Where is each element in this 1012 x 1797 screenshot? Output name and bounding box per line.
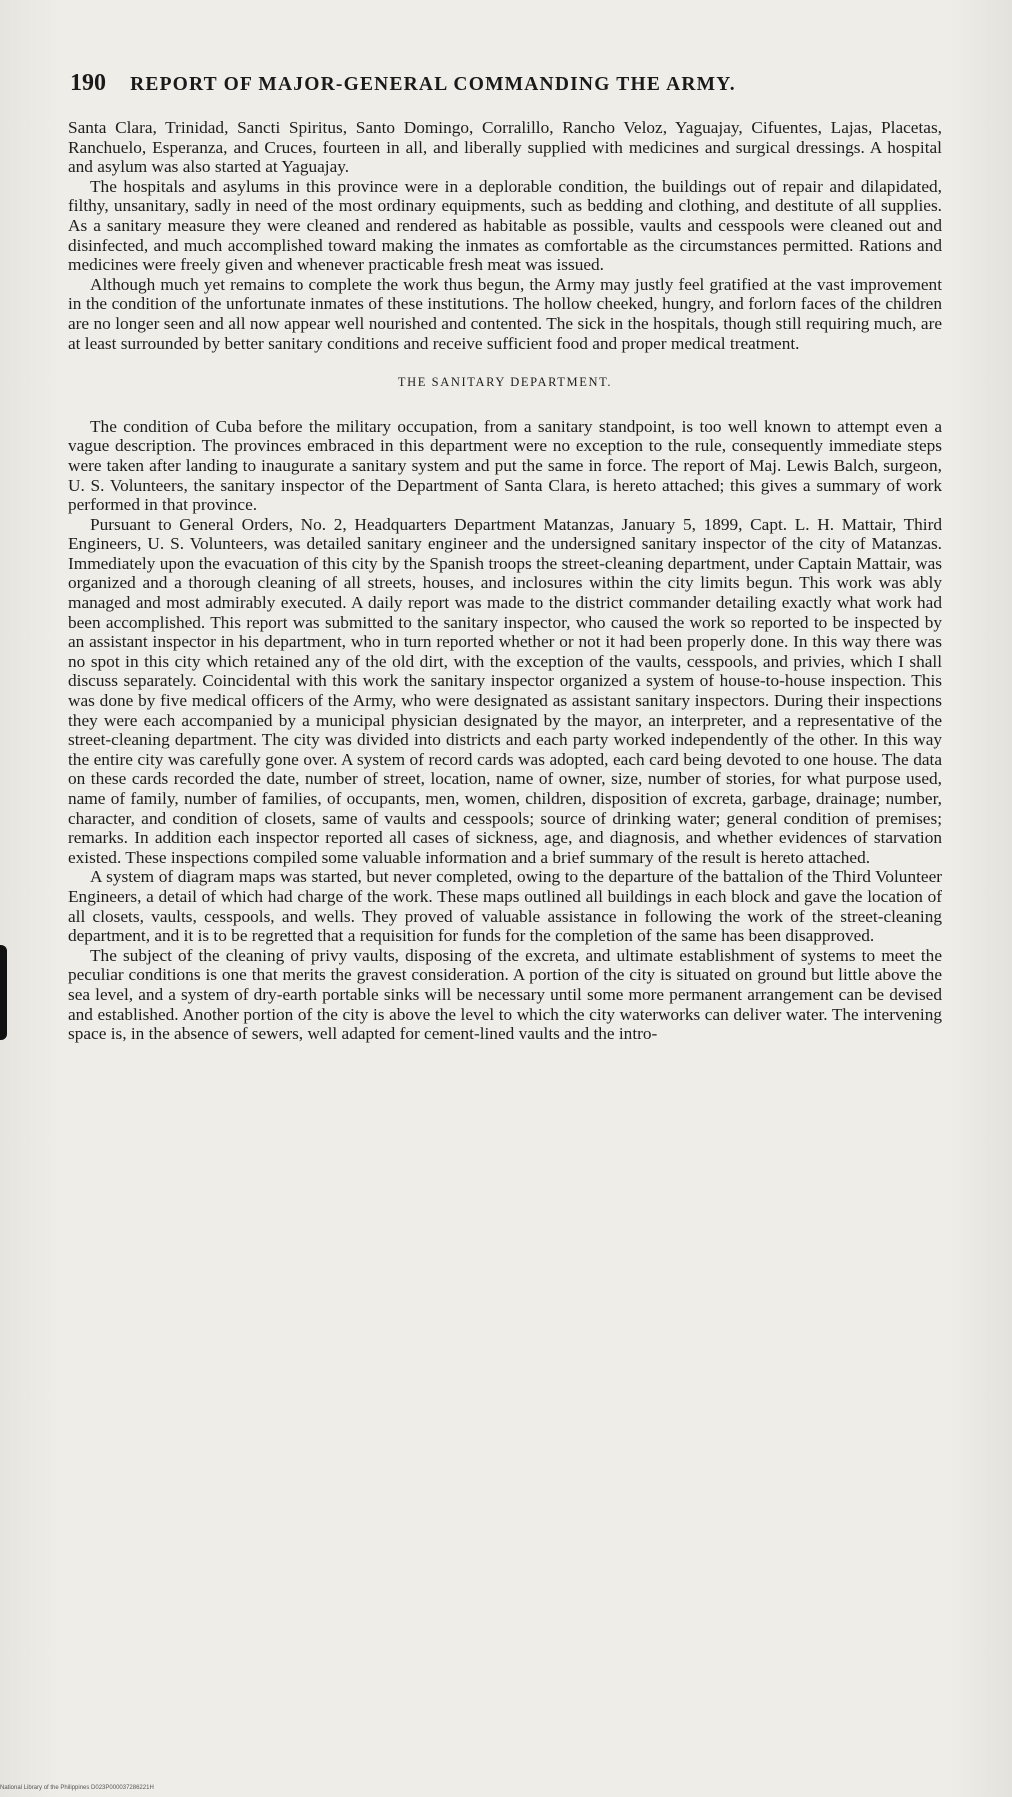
running-header [70, 70, 930, 96]
page-number: 190 [70, 70, 106, 96]
scan-credit: National Library of the Philippines D023P000037286221H [0, 1785, 154, 1791]
running-title: REPORT OF MAJOR-GENERAL COMMANDING THE ARMY. [130, 74, 736, 95]
section-heading: THE SANITARY DEPARTMENT. [397, 375, 613, 390]
paragraph: Santa Clara, Trinidad, Sancti Spiritus, Santo Domingo, Corralillo, Rancho Veloz, Yaguajay, Cifuentes, Lajas, Placetas, Ranchuelo, Esperanza, and Cruces, fourteen in all, and liberally supplied with medicines and surgical dressings. A hospital and asylum was also started at Yaguajay. [68, 118, 942, 177]
binding-shadow [0, 945, 7, 1040]
paragraph: The condition of Cuba before the military occupation, from a sanitary standpoint, is too well known to attempt even a vague description. The provinces embraced in this department were no exception to the rule, consequently immediate steps were taken after landing to inaugurate a sanitary system and put the same in force. The report of Maj. Lewis Balch, surgeon, U. S. Volunteers, the sanitary inspector of the Department of Santa Clara, is hereto attached; this gives a summary of work performed in that province. [68, 416, 942, 515]
paragraph: The hospitals and asylums in this province were in a deplorable condition, the buildings out of repair and dilapidated, filthy, unsanitary, sadly in need of the most ordinary equipments, such as bedding and clothing, and destitute of all supplies. As a sanitary measure they were cleaned and rendered as habitable as possible, vaults and cesspools were cleaned out and disinfected, and much accomplished toward making the inmates as comfortable as the circumstances permitted. Rations and medicines were freely given and whenever practicable fresh meat was issued. [68, 176, 942, 275]
paragraph: A system of diagram maps was started, but never completed, owing to the departure of the battalion of the Third Volunteer Engineers, a detail of which had charge of the work. These maps outlined all buildings in each block and gave the location of all closets, vaults, cesspools, and wells. They proved of valuable assistance in following the work of the street-cleaning department, and it is to be regretted that a requisition for funds for the completion of the same has been disapproved. [68, 867, 942, 946]
paragraph: Although much yet remains to complete the work thus begun, the Army may justly feel gratified at the vast improvement in the condition of the unfortunate inmates of these institutions. The hollow cheeked, hungry, and forlorn faces of the children are no longer seen and all now appear well nourished and contented. The sick in the hospitals, though still requiring much, are at least surrounded by better sanitary conditions and receive sufficient food and proper medical treatment. [68, 274, 942, 353]
paragraph: The subject of the cleaning of privy vaults, disposing of the excreta, and ultimate establishment of systems to meet the peculiar conditions is one that merits the gravest consideration. A portion of the city is situated on ground but little above the sea level, and a system of dry-earth portable sinks will be necessary until some more permanent arrangement can be devised and established. Another portion of the city is above the level to which the city waterworks can deliver water. The intervening space is, in the absence of sewers, well adapted for cement-lined vaults and the intro- [68, 945, 942, 1044]
page-body [68, 118, 942, 1044]
paragraph: Pursuant to General Orders, No. 2, Headquarters Department Matanzas, January 5, 1899, Capt. L. H. Mattair, Third Engineers, U. S. Volunteers, was detailed sanitary engineer and the undersigned sanitary inspector of the city of Matanzas. Immediately upon the evacuation of this city by the Spanish troops the street-cleaning department, under Captain Mattair, was organized and a thorough cleaning of all streets, houses, and inclosures within the city limits begun. This work was ably managed and most admirably executed. A daily report was made to the district commander detailing exactly what work had been accomplished. This report was submitted to the sanitary inspector, who caused the work so reported to be inspected by an assistant inspector in his department, who in turn reported whether or not it had been properly done. In this way there was no spot in this city which retained any of the old dirt, with the exception of the vaults, cesspools, and privies, which I shall discuss separately. Coincidental with this work the sanitary inspector organized a system of house-to-house inspection. This was done by five medical officers of the Army, who were designated as assistant sanitary inspectors. During their inspections they were each accompanied by a municipal physician designated by the mayor, an interpreter, and a representative of the street-cleaning department. The city was divided into districts and each party worked independently of the other. In this way the entire city was carefully gone over. A system of record cards was adopted, each card being devoted to one house. The data on these cards recorded the date, number of street, location, name of owner, size, number of stories, for what purpose used, name of family, number of families, of occupants, men, women, children, disposition of excreta, garbage, drainage; number, character, and condition of closets, same of vaults and cesspools; source of drinking water; general condition of premises; remarks. In addition each inspector reported all cases of sickness, age, and diagnosis, and whether evidences of starvation existed. These inspections compiled some valuable information and a brief summary of the result is hereto attached. [68, 514, 942, 867]
